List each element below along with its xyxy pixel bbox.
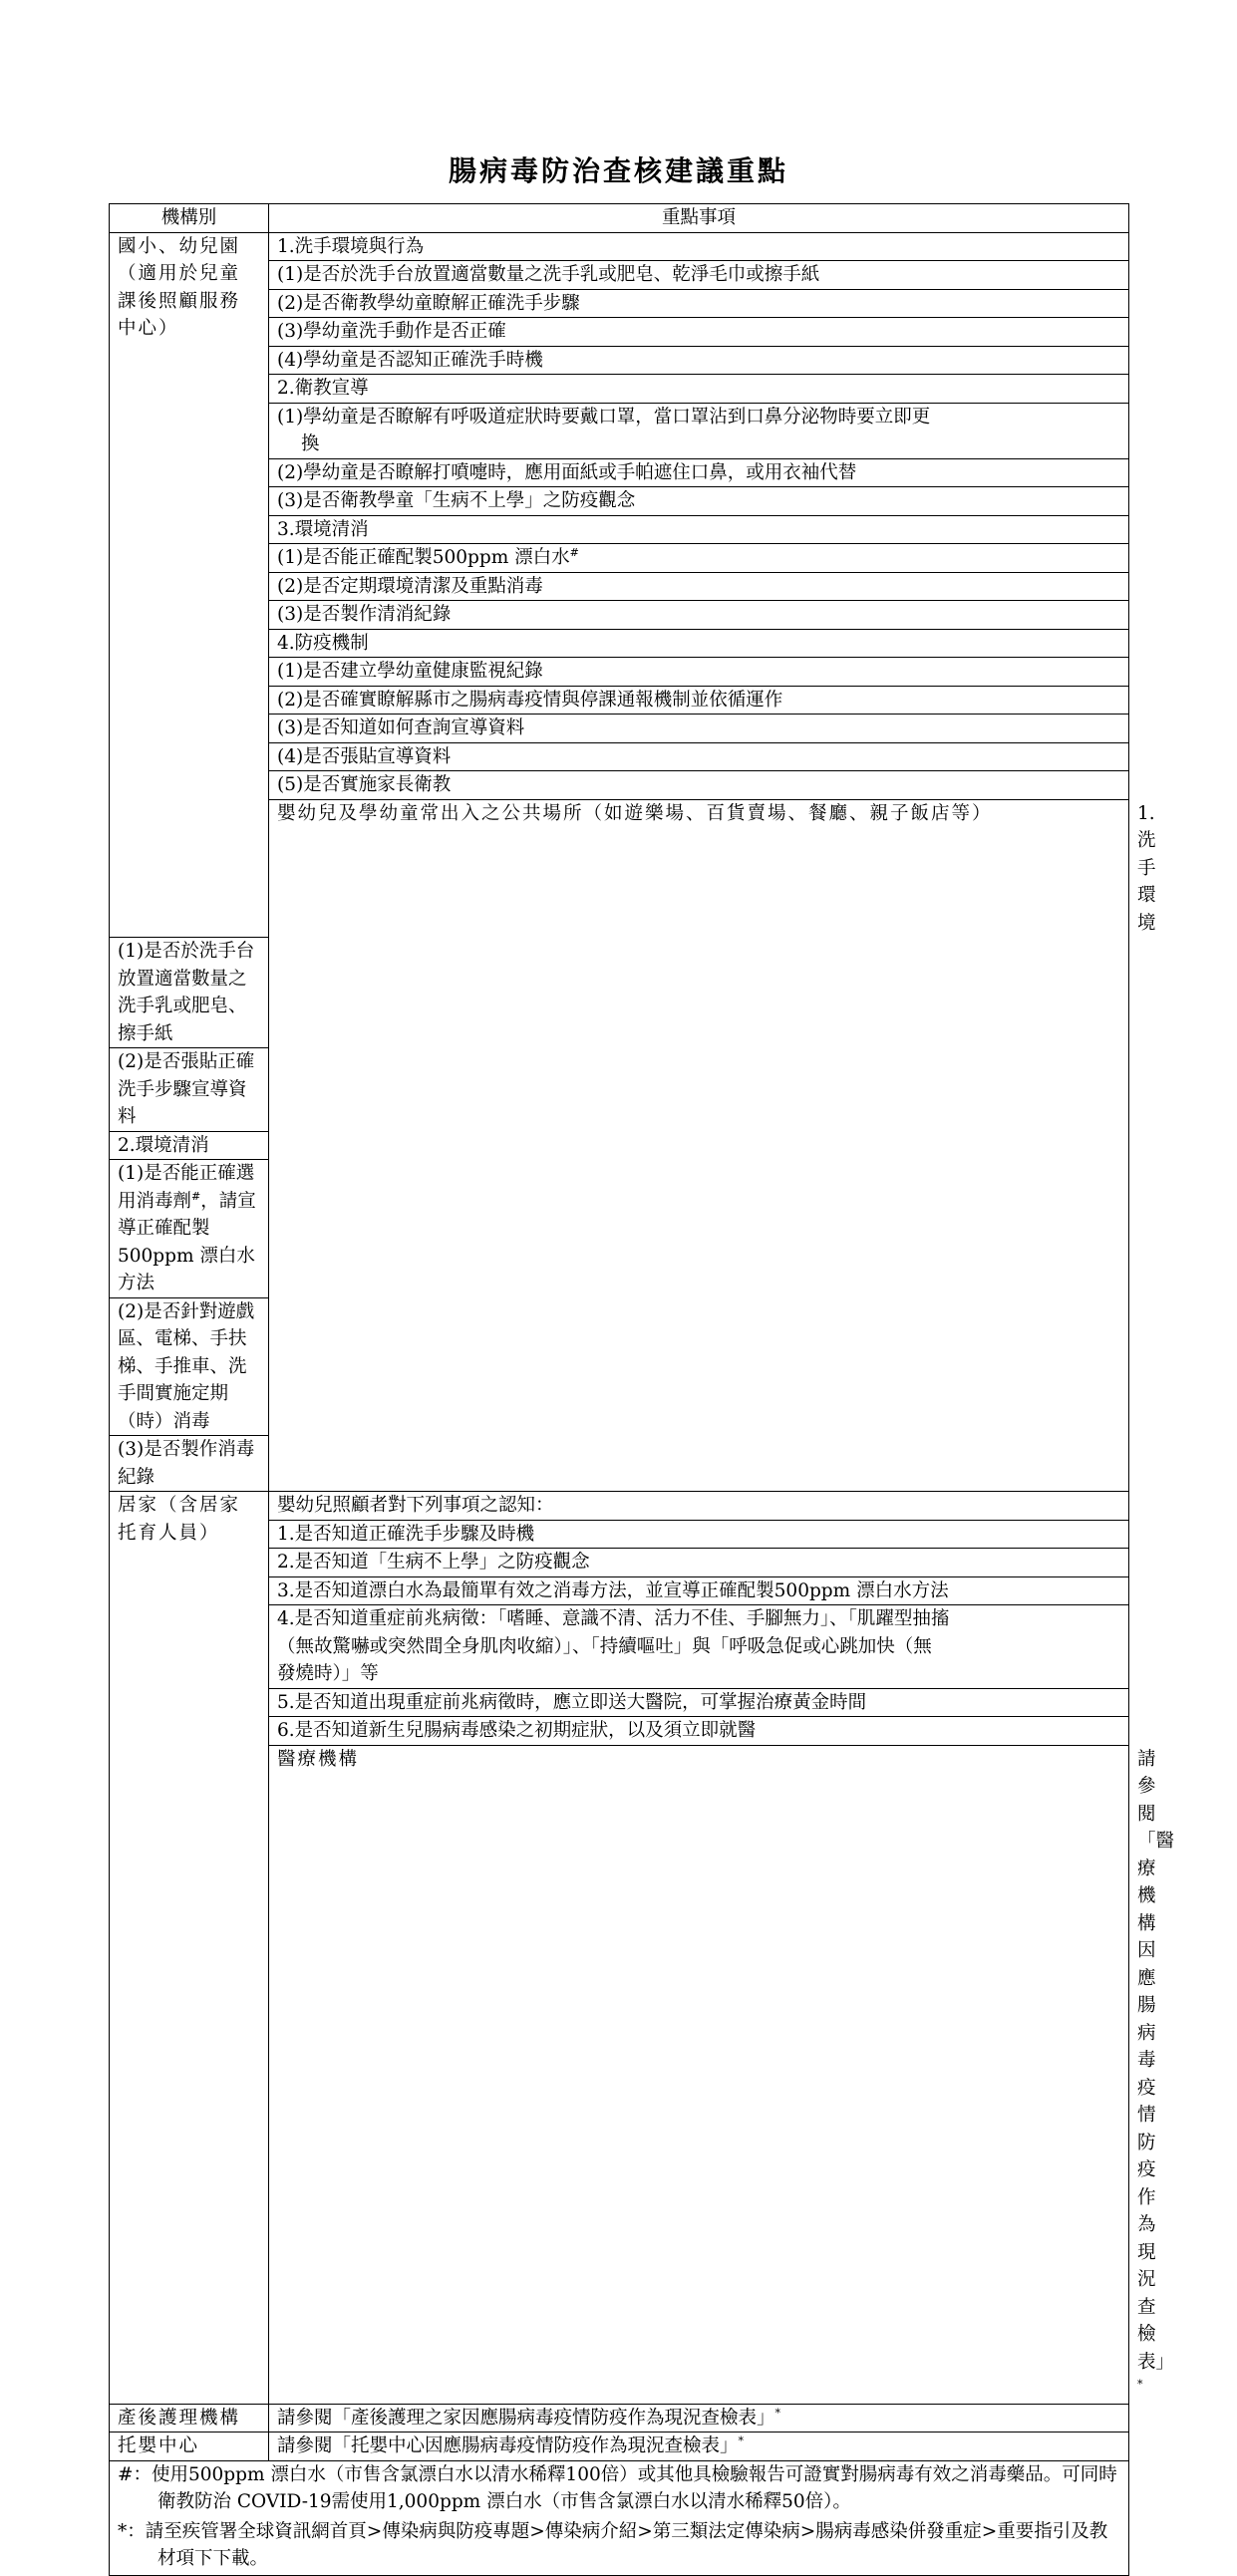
table-header-row [110,204,1129,233]
list-item-text: 4.是否知道重症前兆病徵：「嗜睡、意識不清、活力不佳、手腳無力」、「肌躍型抽搐 [277,1608,950,1629]
reference-text [269,2404,1129,2433]
list-item: (4)學幼童是否認知正確洗手時機 [269,346,1129,375]
reference-label: 請參閱「醫療機構因應腸病毒疫情防疫作為現況查檢表」 [1137,1748,1175,2373]
list-item: 1.是否知道正確洗手步驟及時機 [269,1520,1129,1549]
table-row: 嬰幼兒及學幼童常出入之公共場所（如遊樂場、百貨賣場、餐廳、親子飯店等） 1.洗手環境 [110,799,1129,938]
header-institution: 機構別 [110,204,269,233]
list-item-text: ，請宣導正確配製500ppm 漂白水方法 [118,1190,256,1293]
footnote-mark: # [569,545,579,559]
institution-school: 國小、幼兒園（適用於兒童課後照顧服務中心） [110,232,269,938]
section-heading: 4.防疫機制 [269,629,1129,658]
section-heading: 3.環境清消 [269,515,1129,544]
table-row [110,2404,1129,2433]
institution-public: 嬰幼兒及學幼童常出入之公共場所（如遊樂場、百貨賣場、餐廳、親子飯店等） [269,799,1129,1492]
header-items: 重點事項 [269,204,1129,233]
footnote-mark: * [774,2406,781,2420]
list-item-text: (1)學幼童是否瞭解有呼吸道症狀時要戴口罩，當口罩沾到口鼻分泌物時要立即更 [277,406,931,428]
list-item: (2)是否衛教學幼童瞭解正確洗手步驟 [269,289,1129,318]
section-heading: 1.洗手環境與行為 [269,232,1129,261]
list-item-text: (1)是否能正確選用消毒劑 [118,1163,255,1212]
section-heading: 2.衛教宣導 [269,375,1129,404]
notes-cell [110,2460,1129,2575]
list-item-text: 發燒時）」等 [277,1663,379,1684]
list-item: (5)是否實施家長衛教 [269,771,1129,800]
section-intro: 嬰幼兒照顧者對下列事項之認知： [269,1492,1129,1521]
list-item: (1)是否於洗手台放置適當數量之洗手乳或肥皂、擦手紙 [110,938,269,1048]
list-item [269,403,1129,458]
reference-label: 請參閱「產後護理之家因應腸病毒疫情防疫作為現況查檢表」 [277,2407,775,2429]
footnote-mark: * [738,2433,745,2447]
list-item: (3)學幼童洗手動作是否正確 [269,318,1129,347]
list-item [110,1160,269,1298]
list-item: (3)是否製作清消紀錄 [269,601,1129,630]
page-title: 腸病毒防治查核建議重點 [448,154,788,187]
list-item: (2)是否定期環境清潔及重點消毒 [269,572,1129,601]
list-item: 2.是否知道「生病不上學」之防疫觀念 [269,1549,1129,1577]
table-row [110,2433,1129,2461]
list-item [269,544,1129,573]
list-item-continuation: 換 [301,433,320,454]
list-item-text: （無故驚嚇或突然間全身肌肉收縮）」、「持續嘔吐」與「呼吸急促或心跳加快（無 [277,1635,932,1657]
list-item: 6.是否知道新生兒腸病毒感染之初期症狀，以及須立即就醫 [269,1717,1129,1746]
note-hash: #：使用500ppm 漂白水（市售含氯漂白水以清水稀釋100倍）或其他具檢驗報告可證實對腸病毒有效之消毒藥品。可同時衛教防治 COVID-19需使用1,000ppm 漂白水（市售含氯漂白水以清水稀釋50倍）。 [118,2463,1117,2512]
list-item: (2)學幼童是否瞭解打噴嚏時，應用面紙或手帕遮住口鼻，或用衣袖代替 [269,458,1129,487]
list-item: (1)是否建立學幼童健康監視紀錄 [269,658,1129,687]
list-item-text: (1)是否能正確配製500ppm 漂白水 [277,547,570,568]
list-item: (2)是否針對遊戲區、電梯、手扶梯、手推車、洗手間實施定期（時）消毒 [110,1297,269,1436]
list-item: (3)是否製作消毒紀錄 [110,1436,269,1492]
list-item: (3)是否衛教學童「生病不上學」之防疫觀念 [269,487,1129,516]
footnote-mark: * [1137,2377,1143,2391]
list-item: (2)是否張貼正確洗手步驟宣導資料 [110,1048,269,1132]
institution-home: 居家（含居家托育人員） [110,1492,269,2405]
table-row [110,232,1129,261]
inspection-table [109,203,1175,2576]
institution-childcare: 托嬰中心 [110,2433,269,2461]
list-item: 5.是否知道出現重症前兆病徵時，應立即送大醫院，可掌握治療黃金時間 [269,1688,1129,1717]
note-star: *：請至疾管署全球資訊網首頁>傳染病與防疫專題>傳染病介紹>第三類法定傳染病>腸病毒感染併發重症>重要指引及教材項下下載。 [118,2520,1108,2569]
list-item: (1)是否於洗手台放置適當數量之洗手乳或肥皂、乾淨毛巾或擦手紙 [269,261,1129,290]
list-item: (2)是否確實瞭解縣市之腸病毒疫情與停課通報機制並依循運作 [269,686,1129,715]
list-item: (3)是否知道如何查詢宣導資料 [269,715,1129,743]
notes-row [110,2460,1129,2575]
institution-postnatal: 產後護理機構 [110,2404,269,2433]
section-heading: 2.環境清消 [110,1131,269,1160]
list-item: 3.是否知道漂白水為最簡單有效之消毒方法，並宣導正確配製500ppm 漂白水方法 [269,1576,1129,1605]
list-item [269,1605,1129,1689]
reference-text [269,2433,1129,2461]
footnote-mark: # [191,1189,201,1203]
list-item: (4)是否張貼宣導資料 [269,742,1129,771]
table-row [110,1492,1129,1521]
institution-medical: 醫療機構 [269,1745,1129,2404]
reference-label: 請參閱「托嬰中心因應腸病毒疫情防疫作為現況查檢表」 [277,2435,739,2456]
